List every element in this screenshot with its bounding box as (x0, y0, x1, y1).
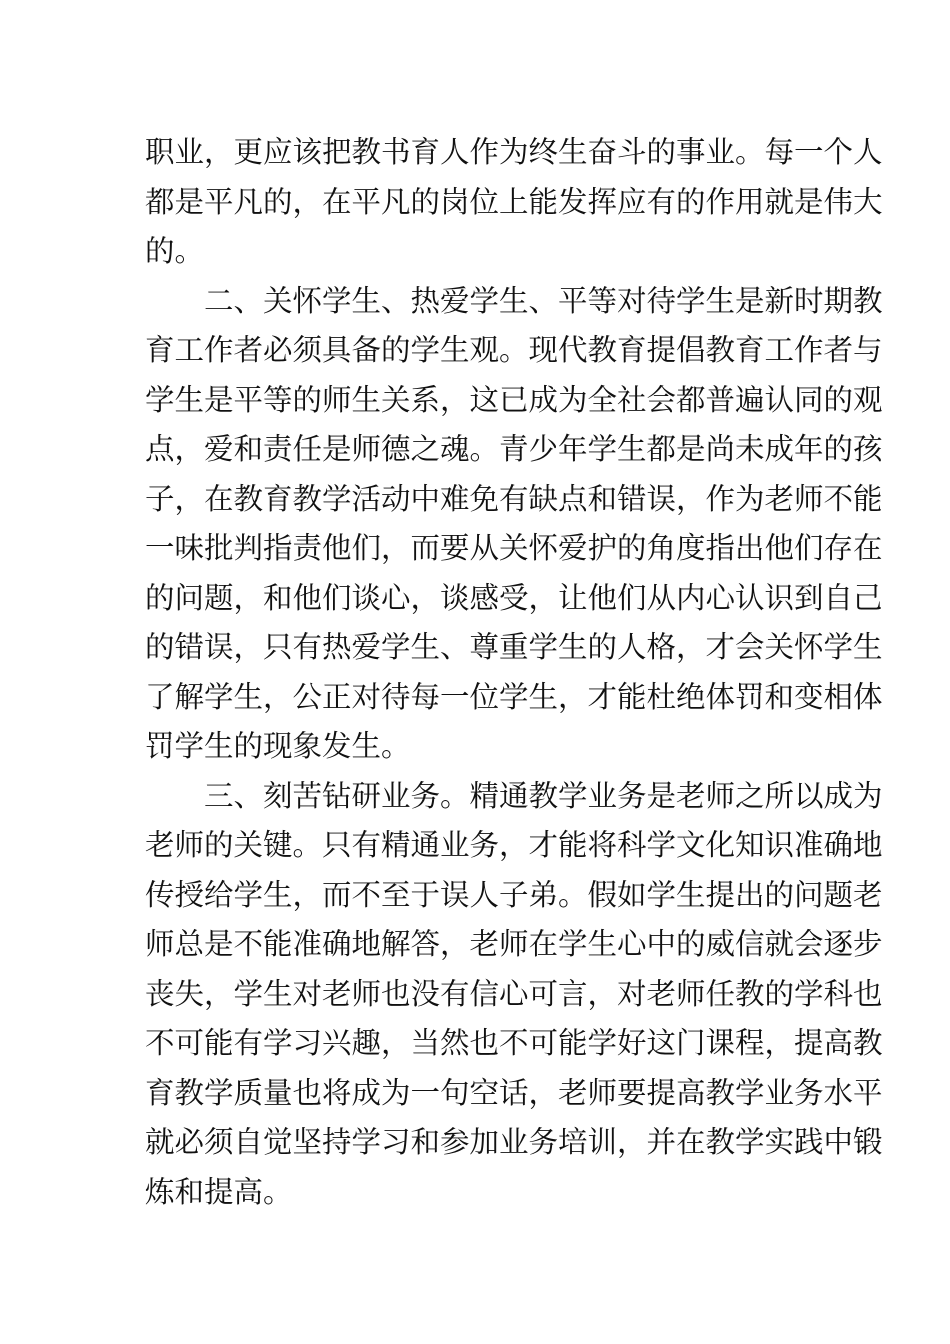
text-line: 罚学生的现象发生。 (145, 729, 411, 763)
text-line: 子，在教育教学活动中难免有缺点和错误，作为老师不能 (145, 481, 883, 516)
text-line: 三、刻苦钻研业务。精通教学业务是老师之所以成为 (204, 778, 883, 813)
text-line: 传授给学生，而不至于误人子弟。假如学生提出的问题老 (145, 877, 883, 912)
text-line: 二、关怀学生、热爱学生、平等对待学生是新时期教 (204, 283, 883, 318)
text-line: 就必须自觉坚持学习和参加业务培训，并在教学实践中锻 (145, 1125, 883, 1159)
text-line: 育工作者必须具备的学生观。现代教育提倡教育工作者与 (145, 333, 883, 367)
text-line: 师总是不能准确地解答，老师在学生心中的威信就会逐步 (145, 927, 883, 961)
text-line: 点，爱和责任是师德之魂。青少年学生都是尚未成年的孩 (145, 432, 883, 466)
text-line: 了解学生，公正对待每一位学生，才能杜绝体罚和变相体 (145, 679, 883, 714)
text-line: 都是平凡的，在平凡的岗位上能发挥应有的作用就是伟大 (145, 184, 883, 219)
text-line: 的问题，和他们谈心，谈感受，让他们从内心认识到自己 (145, 580, 883, 615)
text-line: 的。 (145, 234, 205, 268)
text-line: 的错误，只有热爱学生、尊重学生的人格，才会关怀学生 (145, 630, 883, 664)
text-line: 一味批判指责他们，而要从关怀爱护的角度指出他们存在 (145, 531, 883, 565)
text-line: 学生是平等的师生关系，这已成为全社会都普遍认同的观 (145, 382, 883, 417)
text-line: 炼和提高。 (145, 1174, 293, 1209)
text-line: 职业，更应该把教书育人作为终生奋斗的事业。每一个人 (145, 135, 883, 169)
text-line: 不可能有学习兴趣，当然也不可能学好这门课程，提高教 (145, 1026, 883, 1060)
text-line: 丧失，学生对老师也没有信心可言，对老师任教的学科也 (145, 976, 883, 1011)
text-line: 老师的关键。只有精通业务，才能将科学文化知识准确地 (145, 828, 883, 862)
paragraph-section-three (145, 772, 883, 1218)
text-line: 育教学质量也将成为一句空话，老师要提高教学业务水平 (145, 1075, 883, 1110)
paragraph-section-two (145, 277, 883, 772)
paragraph-continuation (145, 128, 883, 277)
document-body (145, 128, 883, 1217)
